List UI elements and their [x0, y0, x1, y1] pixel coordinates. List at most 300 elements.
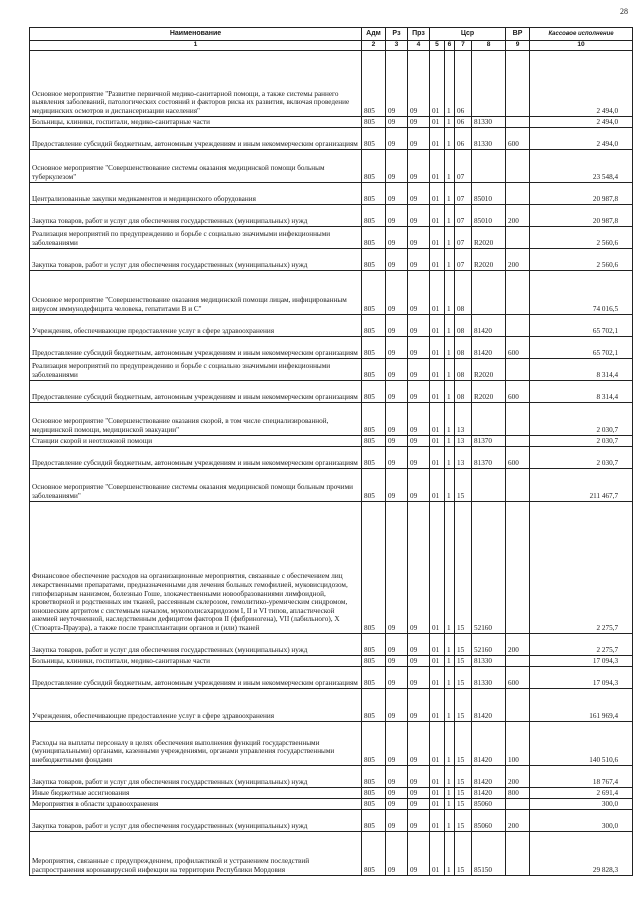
- row-vr: [506, 116, 530, 127]
- row-csr-part4: 81370: [472, 446, 506, 468]
- row-csr-part2: 1: [445, 314, 455, 336]
- row-csr-part4: 81330: [472, 655, 506, 666]
- row-prz: 09: [408, 402, 430, 435]
- row-rz: 09: [386, 688, 408, 721]
- row-csr-part4: 85010: [472, 204, 506, 226]
- row-csr-part4: [472, 270, 506, 314]
- row-csr-part3: 06: [455, 127, 472, 149]
- row-rz: 09: [386, 798, 408, 809]
- row-rz: 09: [386, 831, 408, 875]
- row-csr-part3: 13: [455, 446, 472, 468]
- row-vr: 200: [506, 248, 530, 270]
- row-csr-part4: 81330: [472, 116, 506, 127]
- column-number: 3: [386, 41, 408, 51]
- row-vr: 200: [506, 204, 530, 226]
- row-vr: [506, 270, 530, 314]
- row-adm: 805: [362, 127, 386, 149]
- row-adm: 805: [362, 435, 386, 446]
- row-prz: 09: [408, 127, 430, 149]
- row-csr-part3: 15: [455, 765, 472, 787]
- row-prz: 09: [408, 721, 430, 765]
- row-prz: 09: [408, 468, 430, 501]
- row-csr-part2: 1: [445, 721, 455, 765]
- row-amount: 2 560,6: [530, 248, 633, 270]
- row-csr-part2: 1: [445, 435, 455, 446]
- row-name: Предоставление субсидий бюджетным, автономным учреждениям и иным некоммерческим организациям: [30, 380, 362, 402]
- table-row: [30, 127, 633, 149]
- row-adm: 805: [362, 809, 386, 831]
- row-csr-part2: 1: [445, 358, 455, 380]
- row-csr-part1: 01: [430, 402, 445, 435]
- row-csr-part1: 01: [430, 149, 445, 182]
- row-csr-part2: 1: [445, 831, 455, 875]
- row-csr-part1: 01: [430, 336, 445, 358]
- row-amount: 20 987,8: [530, 204, 633, 226]
- row-csr-part4: 85010: [472, 182, 506, 204]
- row-amount: 65 702,1: [530, 336, 633, 358]
- row-vr: 600: [506, 127, 530, 149]
- row-rz: 09: [386, 50, 408, 116]
- row-csr-part3: 07: [455, 182, 472, 204]
- header-csr: Цср: [430, 28, 506, 41]
- column-number: 2: [362, 41, 386, 51]
- row-csr-part4: [472, 149, 506, 182]
- row-csr-part4: 81420: [472, 787, 506, 798]
- column-number: 4: [408, 41, 430, 51]
- row-rz: 09: [386, 655, 408, 666]
- row-vr: [506, 149, 530, 182]
- row-csr-part4: 81420: [472, 336, 506, 358]
- row-csr-part1: 01: [430, 248, 445, 270]
- row-csr-part2: 1: [445, 501, 455, 633]
- row-vr: [506, 831, 530, 875]
- row-rz: 09: [386, 314, 408, 336]
- row-prz: 09: [408, 358, 430, 380]
- table-row: [30, 50, 633, 116]
- row-csr-part1: 01: [430, 831, 445, 875]
- row-csr-part4: 81420: [472, 765, 506, 787]
- row-amount: 2 030,7: [530, 446, 633, 468]
- row-rz: 09: [386, 633, 408, 655]
- row-name: Реализация мероприятий по предупреждению и борьбе с социально значимыми инфекционными заболеваниями: [30, 226, 362, 248]
- row-csr-part2: 1: [445, 380, 455, 402]
- table-row: [30, 633, 633, 655]
- row-rz: 09: [386, 248, 408, 270]
- row-amount: 300,0: [530, 798, 633, 809]
- row-csr-part2: 1: [445, 204, 455, 226]
- row-rz: 09: [386, 127, 408, 149]
- row-csr-part4: 85060: [472, 809, 506, 831]
- row-csr-part3: 15: [455, 688, 472, 721]
- table-row: [30, 226, 633, 248]
- row-adm: 805: [362, 765, 386, 787]
- table-row: [30, 765, 633, 787]
- row-csr-part4: 52160: [472, 501, 506, 633]
- row-csr-part2: 1: [445, 50, 455, 116]
- table-row: [30, 809, 633, 831]
- row-prz: 09: [408, 435, 430, 446]
- table-row: [30, 787, 633, 798]
- row-csr-part2: 1: [445, 446, 455, 468]
- table-row: [30, 380, 633, 402]
- header-adm: Адм: [362, 28, 386, 41]
- row-vr: 600: [506, 336, 530, 358]
- row-name: Основное мероприятие "Совершенствование системы оказания медицинской помощи больным прочими заболеваниями": [30, 468, 362, 501]
- row-csr-part3: 08: [455, 314, 472, 336]
- row-rz: 09: [386, 336, 408, 358]
- table-row: [30, 149, 633, 182]
- row-adm: 805: [362, 248, 386, 270]
- row-rz: 09: [386, 270, 408, 314]
- row-name: Предоставление субсидий бюджетным, автономным учреждениям и иным некоммерческим организациям: [30, 127, 362, 149]
- row-amount: 29 828,3: [530, 831, 633, 875]
- row-name: Предоставление субсидий бюджетным, автономным учреждениям и иным некоммерческим организациям: [30, 336, 362, 358]
- row-csr-part2: 1: [445, 655, 455, 666]
- row-csr-part2: 1: [445, 765, 455, 787]
- row-amount: 20 987,8: [530, 182, 633, 204]
- table-row: [30, 314, 633, 336]
- row-csr-part4: 81330: [472, 666, 506, 688]
- row-amount: 140 510,6: [530, 721, 633, 765]
- row-rz: 09: [386, 116, 408, 127]
- row-vr: [506, 226, 530, 248]
- row-csr-part3: 13: [455, 435, 472, 446]
- row-adm: 805: [362, 204, 386, 226]
- header-amount: Кассовое исполнение: [530, 28, 633, 41]
- row-adm: 805: [362, 358, 386, 380]
- row-name: Предоставление субсидий бюджетным, автономным учреждениям и иным некоммерческим организациям: [30, 446, 362, 468]
- row-csr-part2: 1: [445, 633, 455, 655]
- row-csr-part3: 15: [455, 633, 472, 655]
- header-name: Наименование: [30, 28, 362, 41]
- row-csr-part1: 01: [430, 127, 445, 149]
- column-number-row: [30, 41, 633, 51]
- row-csr-part3: 15: [455, 468, 472, 501]
- row-prz: 09: [408, 787, 430, 798]
- row-vr: [506, 501, 530, 633]
- row-vr: 800: [506, 787, 530, 798]
- row-csr-part1: 01: [430, 446, 445, 468]
- row-csr-part3: 15: [455, 666, 472, 688]
- row-adm: 805: [362, 688, 386, 721]
- row-name: Основное мероприятие "Совершенствование системы оказания медицинской помощи больным туберкулезом": [30, 149, 362, 182]
- row-rz: 09: [386, 226, 408, 248]
- row-rz: 09: [386, 402, 408, 435]
- table-row: [30, 270, 633, 314]
- row-rz: 09: [386, 446, 408, 468]
- column-number: 9: [506, 41, 530, 51]
- row-amount: 2 275,7: [530, 501, 633, 633]
- row-prz: 09: [408, 204, 430, 226]
- row-prz: 09: [408, 226, 430, 248]
- row-adm: 805: [362, 798, 386, 809]
- table-row: [30, 358, 633, 380]
- table-row: [30, 204, 633, 226]
- row-rz: 09: [386, 666, 408, 688]
- row-amount: 18 767,4: [530, 765, 633, 787]
- row-adm: 805: [362, 149, 386, 182]
- row-csr-part3: 15: [455, 798, 472, 809]
- row-vr: [506, 358, 530, 380]
- row-amount: 23 548,4: [530, 149, 633, 182]
- row-csr-part4: 81420: [472, 688, 506, 721]
- row-name: Основное мероприятие "Совершенствование оказания медицинской помощи лицам, инфицированным вирусом иммунодефицита человека, гепатитами B и C": [30, 270, 362, 314]
- row-rz: 09: [386, 765, 408, 787]
- row-vr: [506, 50, 530, 116]
- row-csr-part1: 01: [430, 270, 445, 314]
- row-vr: 200: [506, 765, 530, 787]
- row-name: Больницы, клиники, госпитали, медико-санитарные части: [30, 116, 362, 127]
- row-amount: 2 560,6: [530, 226, 633, 248]
- row-vr: [506, 314, 530, 336]
- row-prz: 09: [408, 446, 430, 468]
- row-csr-part2: 1: [445, 226, 455, 248]
- row-amount: 211 467,7: [530, 468, 633, 501]
- row-prz: 09: [408, 149, 430, 182]
- row-rz: 09: [386, 787, 408, 798]
- row-vr: 200: [506, 633, 530, 655]
- row-csr-part2: 1: [445, 787, 455, 798]
- row-csr-part3: 08: [455, 270, 472, 314]
- row-name: Предоставление субсидий бюджетным, автономным учреждениям и иным некоммерческим организациям: [30, 666, 362, 688]
- row-csr-part2: 1: [445, 149, 455, 182]
- row-rz: 09: [386, 721, 408, 765]
- row-adm: 805: [362, 655, 386, 666]
- row-adm: 805: [362, 182, 386, 204]
- row-csr-part4: R2020: [472, 226, 506, 248]
- row-csr-part4: [472, 468, 506, 501]
- row-amount: 2 030,7: [530, 402, 633, 435]
- row-adm: 805: [362, 633, 386, 655]
- row-csr-part4: 85150: [472, 831, 506, 875]
- row-vr: [506, 655, 530, 666]
- row-name: Учреждения, обеспечивающие предоставление услуг в сфере здравоохранения: [30, 314, 362, 336]
- row-name: Мероприятия, связанные с предупреждением, профилактикой и устранением последствий распространения коронавирусной инфекции на территории Республики Мордовия: [30, 831, 362, 875]
- row-csr-part3: 15: [455, 809, 472, 831]
- column-number: 1: [30, 41, 362, 51]
- row-adm: 805: [362, 721, 386, 765]
- row-prz: 09: [408, 765, 430, 787]
- row-prz: 09: [408, 116, 430, 127]
- table-row: [30, 798, 633, 809]
- row-adm: 805: [362, 787, 386, 798]
- row-csr-part1: 01: [430, 798, 445, 809]
- row-adm: 805: [362, 226, 386, 248]
- row-prz: 09: [408, 50, 430, 116]
- row-prz: 09: [408, 314, 430, 336]
- row-csr-part1: 01: [430, 633, 445, 655]
- row-csr-part2: 1: [445, 336, 455, 358]
- row-csr-part3: 07: [455, 248, 472, 270]
- row-amount: 2 494,0: [530, 116, 633, 127]
- table-row: [30, 501, 633, 633]
- table-row: [30, 336, 633, 358]
- row-csr-part1: 01: [430, 688, 445, 721]
- row-csr-part3: 07: [455, 204, 472, 226]
- row-adm: 805: [362, 270, 386, 314]
- table-row: [30, 666, 633, 688]
- row-rz: 09: [386, 468, 408, 501]
- row-csr-part2: 1: [445, 127, 455, 149]
- row-csr-part4: [472, 402, 506, 435]
- row-csr-part1: 01: [430, 435, 445, 446]
- row-csr-part4: 81370: [472, 435, 506, 446]
- row-name: Закупка товаров, работ и услуг для обеспечения государственных (муниципальных) нужд: [30, 633, 362, 655]
- row-csr-part3: 13: [455, 402, 472, 435]
- row-amount: 17 094,3: [530, 666, 633, 688]
- row-vr: 600: [506, 666, 530, 688]
- row-name: Закупка товаров, работ и услуг для обеспечения государственных (муниципальных) нужд: [30, 765, 362, 787]
- row-csr-part1: 01: [430, 314, 445, 336]
- row-vr: 600: [506, 446, 530, 468]
- row-adm: 805: [362, 446, 386, 468]
- row-csr-part3: 15: [455, 655, 472, 666]
- row-vr: [506, 688, 530, 721]
- row-csr-part1: 01: [430, 204, 445, 226]
- row-csr-part3: 06: [455, 50, 472, 116]
- row-prz: 09: [408, 798, 430, 809]
- row-vr: 100: [506, 721, 530, 765]
- row-prz: 09: [408, 655, 430, 666]
- row-vr: [506, 182, 530, 204]
- row-csr-part4: 81420: [472, 314, 506, 336]
- row-csr-part3: 15: [455, 831, 472, 875]
- column-number: 10: [530, 41, 633, 51]
- header-prz: Прз: [408, 28, 430, 41]
- row-name: Реализация мероприятий по предупреждению и борьбе с социально значимыми инфекционными заболеваниями: [30, 358, 362, 380]
- row-csr-part2: 1: [445, 809, 455, 831]
- row-csr-part4: R2020: [472, 358, 506, 380]
- row-adm: 805: [362, 380, 386, 402]
- row-prz: 09: [408, 809, 430, 831]
- row-csr-part1: 01: [430, 666, 445, 688]
- row-adm: 805: [362, 402, 386, 435]
- header-row: [30, 28, 633, 41]
- header-rz: Рз: [386, 28, 408, 41]
- row-vr: [506, 435, 530, 446]
- row-csr-part3: 07: [455, 226, 472, 248]
- row-name: Финансовое обеспечение расходов на организационные мероприятия, связанные с обеспечением лиц лекарственными препаратами, предназначенными для лечения больных гемофилией, муковисцидозом, гипофизарным нанизмом, болезнью Гоше, злокачественными новообразованиями лимфоидной, кроветворной и родственных им тканей, рассеянным склерозом, гемолитико-уремическим синдромом, юношеским артритом с системным началом, мукополисахаридозом I, II и VI типов, апластической анемией неуточненной, наследственным дефицитом факторов II (фибриногена), VII (лабильного), X (Стюарта-Праузра), а также после трансплантации органов и (или) тканей: [30, 501, 362, 633]
- row-rz: 09: [386, 204, 408, 226]
- row-prz: 09: [408, 688, 430, 721]
- column-number: 5: [430, 41, 445, 51]
- row-adm: 805: [362, 468, 386, 501]
- row-rz: 09: [386, 149, 408, 182]
- row-amount: 8 314,4: [530, 380, 633, 402]
- row-csr-part3: 06: [455, 116, 472, 127]
- row-rz: 09: [386, 380, 408, 402]
- row-prz: 09: [408, 270, 430, 314]
- row-csr-part3: 08: [455, 380, 472, 402]
- column-number: 8: [472, 41, 506, 51]
- row-amount: 300,0: [530, 809, 633, 831]
- row-amount: 161 969,4: [530, 688, 633, 721]
- row-amount: 2 494,0: [530, 50, 633, 116]
- row-csr-part4: 81330: [472, 127, 506, 149]
- row-rz: 09: [386, 435, 408, 446]
- row-vr: 600: [506, 380, 530, 402]
- row-csr-part3: 15: [455, 721, 472, 765]
- row-adm: 805: [362, 336, 386, 358]
- table-row: [30, 116, 633, 127]
- row-prz: 09: [408, 666, 430, 688]
- row-amount: 8 314,4: [530, 358, 633, 380]
- table-row: [30, 248, 633, 270]
- row-amount: 65 702,1: [530, 314, 633, 336]
- row-prz: 09: [408, 336, 430, 358]
- row-csr-part1: 01: [430, 501, 445, 633]
- row-csr-part4: 81420: [472, 721, 506, 765]
- row-csr-part3: 15: [455, 787, 472, 798]
- row-amount: 74 016,5: [530, 270, 633, 314]
- row-csr-part2: 1: [445, 666, 455, 688]
- row-csr-part3: 08: [455, 336, 472, 358]
- row-csr-part2: 1: [445, 688, 455, 721]
- row-prz: 09: [408, 248, 430, 270]
- row-adm: 805: [362, 50, 386, 116]
- row-name: Больницы, клиники, госпитали, медико-санитарные части: [30, 655, 362, 666]
- row-csr-part1: 01: [430, 50, 445, 116]
- row-csr-part2: 1: [445, 182, 455, 204]
- row-csr-part1: 01: [430, 182, 445, 204]
- row-vr: [506, 798, 530, 809]
- row-csr-part4: 52160: [472, 633, 506, 655]
- row-csr-part3: 08: [455, 358, 472, 380]
- row-csr-part2: 1: [445, 270, 455, 314]
- row-name: Закупка товаров, работ и услуг для обеспечения государственных (муниципальных) нужд: [30, 809, 362, 831]
- row-csr-part1: 01: [430, 358, 445, 380]
- row-name: Мероприятия в области здравоохранения: [30, 798, 362, 809]
- column-number: 7: [455, 41, 472, 51]
- table-row: [30, 402, 633, 435]
- row-name: Расходы на выплаты персоналу в целях обеспечения выполнения функций государственными (муниципальными) органами, казенными учреждениями, органами управления государственными внебюджетными фондами: [30, 721, 362, 765]
- row-csr-part1: 01: [430, 468, 445, 501]
- row-csr-part4: 85060: [472, 798, 506, 809]
- row-csr-part2: 1: [445, 402, 455, 435]
- table-row: [30, 446, 633, 468]
- row-csr-part2: 1: [445, 116, 455, 127]
- row-name: Закупка товаров, работ и услуг для обеспечения государственных (муниципальных) нужд: [30, 248, 362, 270]
- row-csr-part1: 01: [430, 655, 445, 666]
- header-vr: ВР: [506, 28, 530, 41]
- table-row: [30, 688, 633, 721]
- page-number: 28: [620, 7, 628, 16]
- row-amount: 2 030,7: [530, 435, 633, 446]
- row-csr-part3: 07: [455, 149, 472, 182]
- row-csr-part1: 01: [430, 809, 445, 831]
- row-amount: 2 275,7: [530, 633, 633, 655]
- row-csr-part1: 01: [430, 380, 445, 402]
- row-adm: 805: [362, 666, 386, 688]
- row-adm: 805: [362, 314, 386, 336]
- row-prz: 09: [408, 380, 430, 402]
- row-amount: 2 494,0: [530, 127, 633, 149]
- budget-execution-table: [29, 27, 633, 876]
- row-vr: [506, 468, 530, 501]
- row-csr-part1: 01: [430, 787, 445, 798]
- column-number: 6: [445, 41, 455, 51]
- row-rz: 09: [386, 501, 408, 633]
- row-rz: 09: [386, 182, 408, 204]
- row-adm: 805: [362, 831, 386, 875]
- row-csr-part4: [472, 50, 506, 116]
- table-row: [30, 721, 633, 765]
- row-amount: 17 094,3: [530, 655, 633, 666]
- row-adm: 805: [362, 116, 386, 127]
- row-name: Основное мероприятие "Совершенствование оказания скорой, в том числе специализированной, медицинской помощи, медицинской эвакуации": [30, 402, 362, 435]
- row-name: Иные бюджетные ассигнования: [30, 787, 362, 798]
- row-rz: 09: [386, 358, 408, 380]
